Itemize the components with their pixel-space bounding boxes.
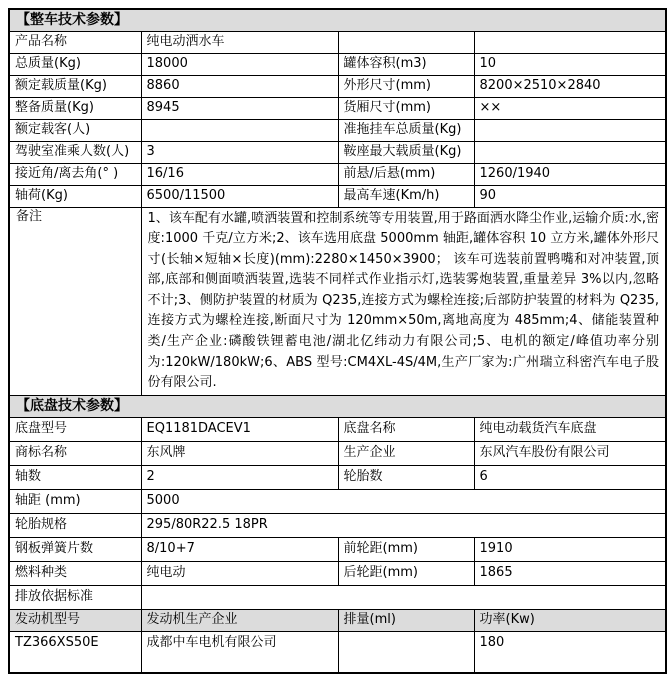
vehicle-section-title: 【整车技术参数】 (9, 9, 666, 31)
spec-label: 接近角/离去角(° ) (9, 163, 141, 185)
spec-value: 1260/1940 (474, 163, 666, 185)
emission-standard-row (9, 585, 666, 609)
spec-label: 额定载客(人) (9, 119, 141, 141)
table-row (9, 31, 666, 53)
table-row (9, 53, 666, 75)
spec-value (474, 31, 666, 53)
spec-value: 6 (474, 465, 666, 489)
notes-row (9, 207, 666, 395)
engine-displacement-value (338, 631, 474, 673)
spec-value: 东风汽车股份有限公司 (474, 441, 666, 465)
spec-label: 轮胎数 (338, 465, 474, 489)
engine-header-label: 发动机生产企业 (141, 609, 338, 631)
table-row (9, 163, 666, 185)
spec-value: 纯电动载货汽车底盘 (474, 417, 666, 441)
table-row (9, 75, 666, 97)
spec-label: 轴数 (9, 465, 141, 489)
vehicle-section-header-row (9, 9, 666, 31)
spec-value: 5000 (141, 489, 666, 513)
spec-value: 8860 (141, 75, 338, 97)
spec-label: 生产企业 (338, 441, 474, 465)
notes-label: 备注 (9, 207, 141, 395)
spec-label: 驾驶室准乘人数(人) (9, 141, 141, 163)
spec-label: 轮胎规格 (9, 513, 141, 537)
engine-data-row (9, 631, 666, 673)
spec-value (141, 119, 338, 141)
spec-label: 底盘型号 (9, 417, 141, 441)
spec-value: 纯电动洒水车 (141, 31, 338, 53)
spec-label: 底盘名称 (338, 417, 474, 441)
spec-value (474, 119, 666, 141)
spec-label: 最高车速(Km/h) (338, 185, 474, 207)
spec-value: 8/10+7 (141, 537, 338, 561)
spec-label: 罐体容积(m3) (338, 53, 474, 75)
spec-label: 轴距 (mm) (9, 489, 141, 513)
spec-label: 准拖挂车总质量(Kg) (338, 119, 474, 141)
spec-value: 10 (474, 53, 666, 75)
chassis-section-title: 【底盘技术参数】 (9, 395, 666, 417)
spec-value: 295/80R22.5 18PR (141, 513, 666, 537)
table-row (9, 537, 666, 561)
spec-label: 鞍座最大载质量(Kg) (338, 141, 474, 163)
spec-value: 6500/11500 (141, 185, 338, 207)
spec-value: 3 (141, 141, 338, 163)
table-row (9, 489, 666, 513)
spec-label: 前轮距(mm) (338, 537, 474, 561)
spec-value: 纯电动 (141, 561, 338, 585)
spec-value: EQ1181DACEV1 (141, 417, 338, 441)
spec-label: 后轮距(mm) (338, 561, 474, 585)
spec-value: 2 (141, 465, 338, 489)
spec-label (338, 31, 474, 53)
engine-header-label: 功率(Kw) (474, 609, 666, 631)
spec-label: 外形尺寸(mm) (338, 75, 474, 97)
table-row (9, 417, 666, 441)
notes-text: 1、该车配有水罐,喷洒装置和控制系统等专用装置,用于路面洒水降尘作业,运输介质:水,密度:1000 千克/立方米;2、该车选用底盘 5000mm 轴距,罐体容积 10 立方米,罐体外形尺寸(长轴×短轴×长度)(mm):2280×1450×3900； 该车可选装前置鸭嘴和对冲装置,顶部,底部和侧面喷洒装置,选装不同样式作业指示灯,选装雾炮装置,重量差异 3%以内,忽略不计;3、侧防护装置的材质为 Q235,连接方式为螺栓连接;后部防护装置的材料为 Q235,连接方式为螺栓连接,断面尺寸为 120mm×50m,离地高度为 485mm;4、储能装置种类/生产企业:磷酸铁锂蓄电池/湖北亿纬动力有限公司;5、电机的额定/峰值功率分别为:120kW/180kW;6、ABS 型号:CM4XL-4S/4M,生产厂家为:广州瑞立科密汽车电子股份有限公司. (141, 207, 666, 395)
engine-header-label: 排量(ml) (338, 609, 474, 631)
engine-model-value: TZ366XS50E (9, 631, 141, 673)
table-row (9, 513, 666, 537)
spec-label: 排放依据标准 (9, 585, 141, 609)
spec-value: 18000 (141, 53, 338, 75)
spec-value: 1865 (474, 561, 666, 585)
table-row (9, 97, 666, 119)
spec-value: 90 (474, 185, 666, 207)
spec-value (141, 585, 666, 609)
chassis-section-header-row (9, 395, 666, 417)
vehicle-chassis-spec-table (8, 8, 667, 674)
spec-label: 商标名称 (9, 441, 141, 465)
spec-label: 货厢尺寸(mm) (338, 97, 474, 119)
spec-label: 总质量(Kg) (9, 53, 141, 75)
spec-value: 16/16 (141, 163, 338, 185)
table-row (9, 119, 666, 141)
table-row (9, 441, 666, 465)
spec-value (474, 141, 666, 163)
engine-header-row (9, 609, 666, 631)
spec-label: 钢板弹簧片数 (9, 537, 141, 561)
spec-label: 前悬/后悬(mm) (338, 163, 474, 185)
spec-value: 1910 (474, 537, 666, 561)
engine-power-value: 180 (474, 631, 666, 673)
spec-label: 整备质量(Kg) (9, 97, 141, 119)
spec-label: 额定载质量(Kg) (9, 75, 141, 97)
engine-manufacturer-value: 成都中车电机有限公司 (141, 631, 338, 673)
spec-value: 8945 (141, 97, 338, 119)
spec-label: 产品名称 (9, 31, 141, 53)
engine-header-label: 发动机型号 (9, 609, 141, 631)
spec-value: ×× (474, 97, 666, 119)
table-row (9, 141, 666, 163)
table-row (9, 185, 666, 207)
table-row (9, 465, 666, 489)
spec-value: 8200×2510×2840 (474, 75, 666, 97)
spec-label: 轴荷(Kg) (9, 185, 141, 207)
spec-label: 燃料种类 (9, 561, 141, 585)
spec-value: 东风牌 (141, 441, 338, 465)
table-row (9, 561, 666, 585)
